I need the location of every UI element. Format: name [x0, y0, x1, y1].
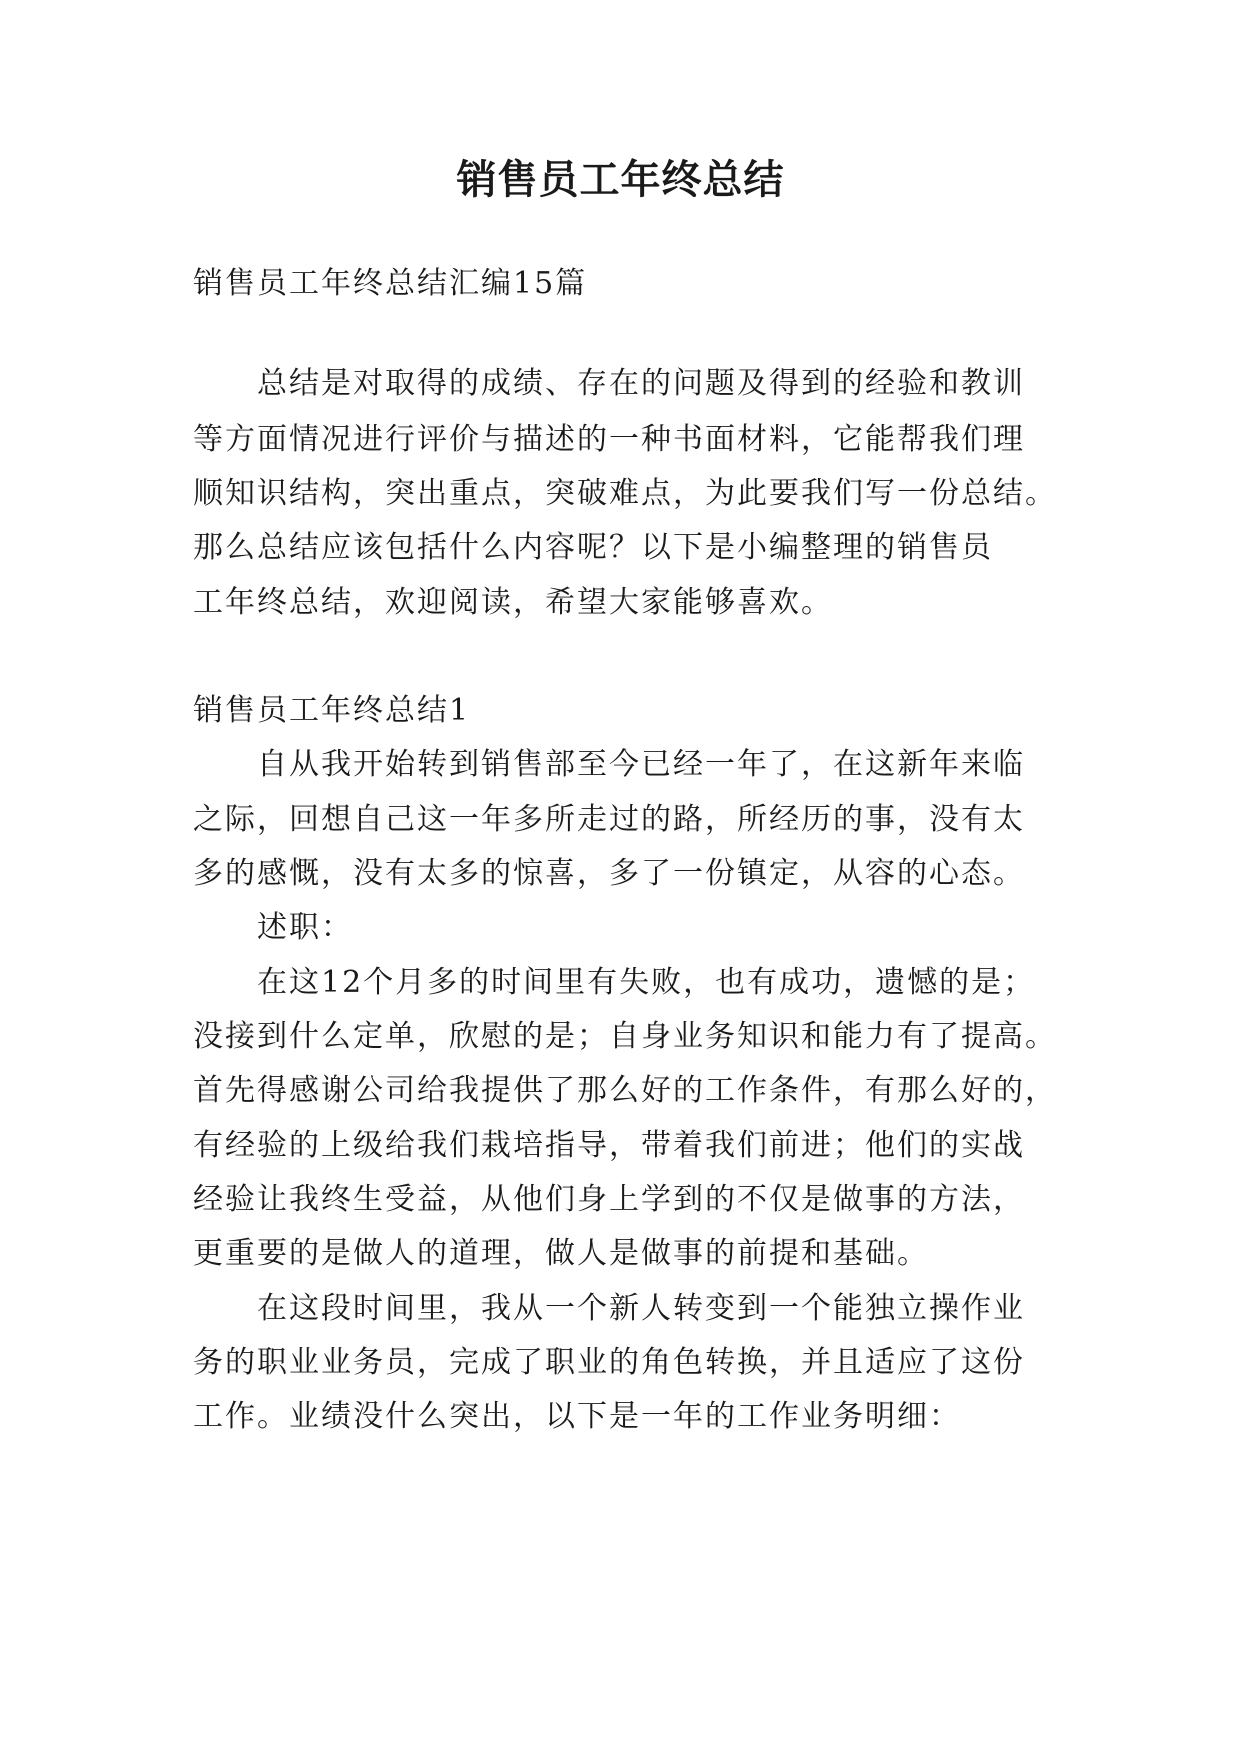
paragraph-line: 经验让我终生受益，从他们身上学到的不仅是做事的方法， — [193, 1182, 1025, 1217]
intro-line: 那么总结应该包括什么内容呢？以下是小编整理的销售员 — [193, 530, 993, 565]
paragraph-line: 多的感慨，没有太多的惊喜，多了一份镇定，从容的心态。 — [193, 856, 1025, 891]
section-heading: 销售员工年终总结1 — [193, 693, 471, 728]
intro-line: 等方面情况进行评价与描述的一种书面材料，它能帮我们理 — [193, 422, 1025, 457]
paragraph-line: 更重要的是做人的道理，做人是做事的前提和基础。 — [193, 1236, 929, 1271]
paragraph-line: 述职： — [257, 910, 353, 945]
paragraph-line: 之际，回想自己这一年多所走过的路，所经历的事，没有太 — [193, 802, 1025, 837]
intro-line: 总结是对取得的成绩、存在的问题及得到的经验和教训 — [257, 366, 1025, 401]
paragraph-line: 工作。业绩没什么突出，以下是一年的工作业务明细： — [193, 1399, 961, 1434]
paragraph-line: 自从我开始转到销售部至今已经一年了，在这新年来临 — [257, 747, 1025, 782]
paragraph-line: 在这段时间里，我从一个新人转变到一个能独立操作业 — [257, 1291, 1025, 1326]
document-title: 销售员工年终总结 — [456, 156, 785, 203]
paragraph-line: 务的职业业务员，完成了职业的角色转换，并且适应了这份 — [193, 1345, 1025, 1380]
intro-line: 工年终总结，欢迎阅读，希望大家能够喜欢。 — [193, 585, 833, 620]
document-subtitle: 销售员工年终总结汇编15篇 — [193, 266, 588, 301]
paragraph-line: 有经验的上级给我们栽培指导，带着我们前进；他们的实战 — [193, 1128, 1025, 1163]
intro-line: 顺知识结构，突出重点，突破难点，为此要我们写一份总结。 — [193, 476, 1057, 511]
paragraph-line: 在这12个月多的时间里有失败，也有成功，遗憾的是； — [257, 965, 1036, 1000]
paragraph-line: 首先得感谢公司给我提供了那么好的工作条件，有那么好的， — [193, 1073, 1057, 1108]
paragraph-line: 没接到什么定单，欣慰的是；自身业务知识和能力有了提高。 — [193, 1019, 1057, 1054]
